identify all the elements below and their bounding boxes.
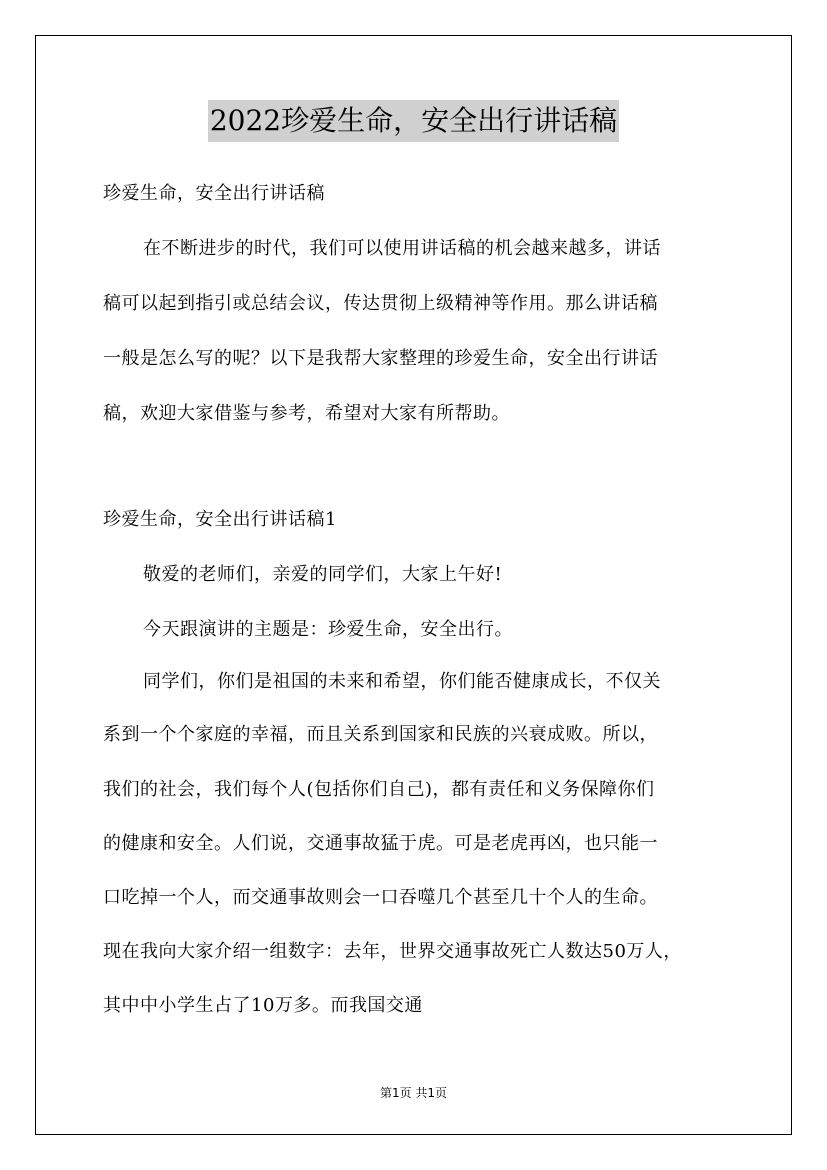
body-line: 其中中小学生占了10万多。而我国交通 xyxy=(103,995,423,1016)
body-line: 我们的社会，我们每个人(包括你们自己)，都有责任和义务保障你们 xyxy=(103,779,655,800)
topic-line: 今天跟演讲的主题是：珍爱生命，安全出行。 xyxy=(143,619,513,640)
body-line: 同学们，你们是祖国的未来和希望，你们能否健康成长，不仅关 xyxy=(143,671,661,692)
page-footer: 第1页 共1页 xyxy=(379,1086,448,1100)
title-container xyxy=(0,100,827,142)
body-line: 现在我向大家介绍一组数字：去年，世界交通事故死亡人数达50万人， xyxy=(103,941,682,962)
document-title: 2022珍爱生命，安全出行讲话稿 xyxy=(208,100,619,142)
intro-line: 稿可以起到指引或总结会议，传达贯彻上级精神等作用。那么讲话稿 xyxy=(103,293,658,314)
body-line: 的健康和安全。人们说，交通事故猛于虎。可是老虎再凶，也只能一 xyxy=(103,833,658,854)
greeting-line: 敬爱的老师们，亲爱的同学们，大家上午好! xyxy=(143,564,503,585)
section-heading: 珍爱生命，安全出行讲话稿1 xyxy=(103,509,337,530)
body-line: 口吃掉一个人，而交通事故则会一口吞噬几个甚至几十个人的生命。 xyxy=(103,887,658,908)
intro-line: 稿，欢迎大家借鉴与参考，希望对大家有所帮助。 xyxy=(103,403,510,424)
document-subtitle: 珍爱生命，安全出行讲话稿 xyxy=(103,183,325,204)
body-line: 系到一个个家庭的幸福，而且关系到国家和民族的兴衰成败。所以， xyxy=(103,724,658,745)
intro-line: 在不断进步的时代，我们可以使用讲话稿的机会越来越多，讲话 xyxy=(143,238,661,259)
intro-line: 一般是怎么写的呢？以下是我帮大家整理的珍爱生命，安全出行讲话 xyxy=(103,348,658,369)
